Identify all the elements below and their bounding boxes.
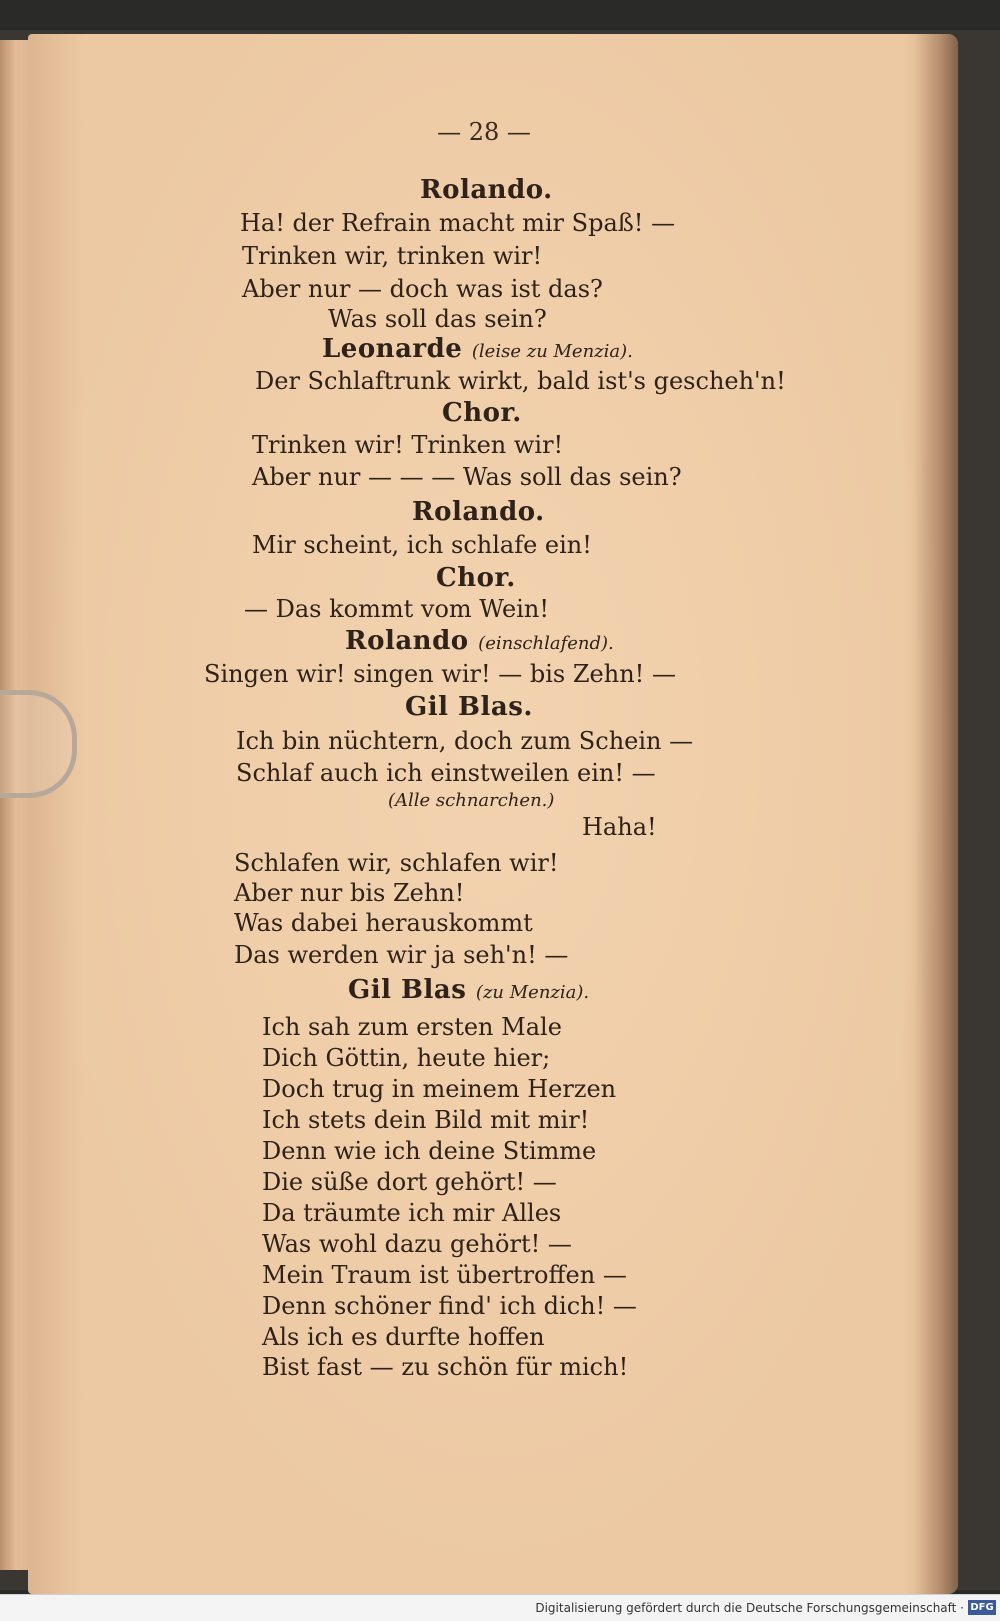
verse-line: Haha! [582, 813, 657, 841]
verse-line: Was soll das sein? [328, 305, 547, 333]
verse-line: Schlaf auch ich einstweilen ein! — [236, 759, 656, 787]
verse-line: Aber nur bis Zehn! [234, 879, 465, 907]
speaker-heading: Rolando. [420, 175, 553, 205]
stage-direction: (leise zu Menzia). [471, 341, 633, 362]
verse-line: Aber nur — — — Was soll das sein? [252, 463, 682, 491]
verse-line: Als ich es durfte hoffen [262, 1323, 545, 1351]
dfg-logo: DFG [968, 1600, 996, 1615]
verse-line: Aber nur — doch was ist das? [242, 275, 603, 303]
verse-line: Ich stets dein Bild mit mir! [262, 1106, 590, 1134]
stage-direction: (zu Menzia). [475, 982, 590, 1003]
verse-line: Doch trug in meinem Herzen [262, 1075, 617, 1103]
verse-line: Schlafen wir, schlafen wir! [234, 849, 559, 877]
verse-line: Mein Traum ist übertroffen — [262, 1261, 627, 1289]
verse-line: Ich bin nüchtern, doch zum Schein — [236, 727, 694, 755]
speaker-heading: Rolando (einschlafend). [345, 626, 614, 656]
verse-line: Singen wir! singen wir! — bis Zehn! — [204, 660, 676, 688]
speaker-heading: Rolando. [412, 497, 545, 527]
digitization-footer [0, 1594, 1000, 1621]
verse-line: Trinken wir, trinken wir! [242, 242, 543, 270]
verse-line: Mir scheint, ich schlafe ein! [252, 531, 592, 559]
verse-line: Dich Göttin, heute hier; [262, 1044, 551, 1072]
verse-line: Bist fast — zu schön für mich! [262, 1353, 629, 1381]
speaker-heading: Chor. [442, 398, 522, 428]
verse-line: Trinken wir! Trinken wir! [252, 431, 564, 459]
verse-line: Der Schlaftrunk wirkt, bald ist's gescheh'n! [255, 367, 786, 395]
verse-line: Da träumte ich mir Alles [262, 1199, 562, 1227]
verse-line: Die süße dort gehört! — [262, 1168, 557, 1196]
verse-line: Ha! der Refrain macht mir Spaß! — [240, 209, 676, 237]
stage-direction: (einschlafend). [478, 633, 614, 654]
stage-direction: (Alle schnarchen.) [388, 790, 555, 811]
footer-credit: Digitalisierung gefördert durch die Deutsche Forschungsgemeinschaft · [535, 1601, 964, 1615]
verse-line: Denn wie ich deine Stimme [262, 1137, 597, 1165]
speaker-heading: Chor. [436, 563, 516, 593]
verse-line: Was dabei herauskommt [234, 909, 533, 937]
speaker-heading: Leonarde (leise zu Menzia). [322, 334, 633, 364]
page-number: — 28 — [437, 118, 531, 146]
speaker-heading: Gil Blas (zu Menzia). [348, 975, 590, 1005]
verse-line: — Das kommt vom Wein! [244, 595, 549, 623]
verse-line: Das werden wir ja seh'n! — [234, 941, 569, 969]
speaker-heading: Gil Blas. [405, 692, 533, 722]
verse-line: Was wohl dazu gehört! — [262, 1230, 572, 1258]
verse-line: Ich sah zum ersten Male [262, 1013, 562, 1041]
verse-line: Denn schöner find' ich dich! — [262, 1292, 637, 1320]
